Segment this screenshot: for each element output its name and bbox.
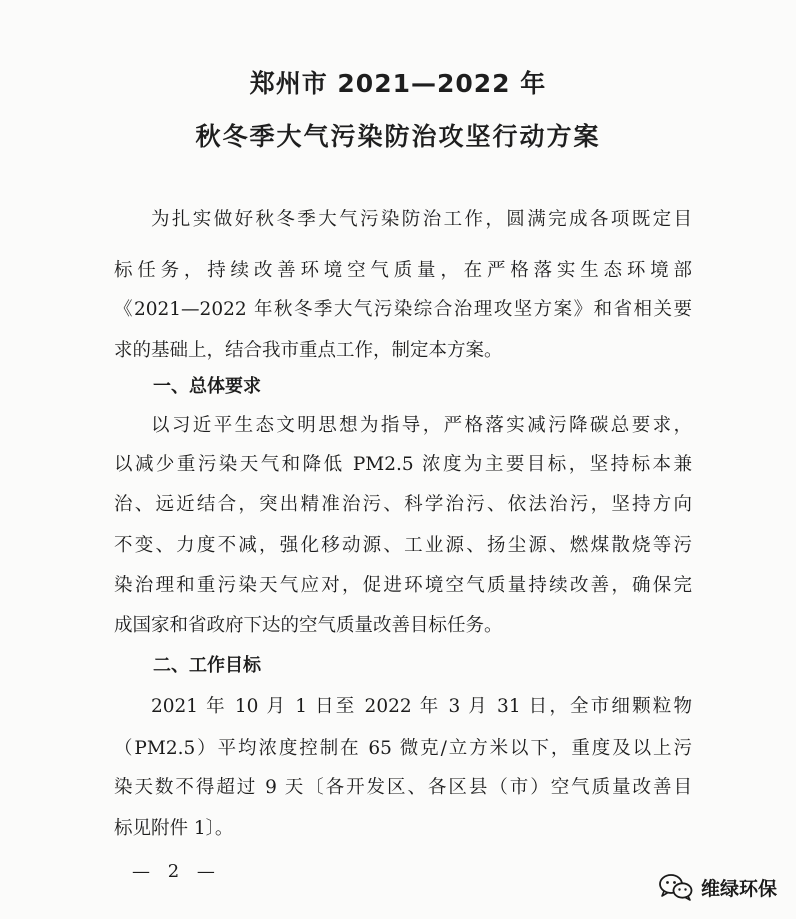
watermark-text: 维绿环保 xyxy=(701,877,778,900)
section2-line: 染天数不得超过 9 天〔各开发区、各区县（市）空气质量改善目 xyxy=(114,777,692,798)
intro-line: 为扎实做好秋冬季大气污染防治工作，圆满完成各项既定目 xyxy=(151,209,692,230)
section-heading-goals: 二、工作目标 xyxy=(153,655,261,676)
section2-line: 2021 年 10 月 1 日至 2022 年 3 月 31 日，全市细颗粒物 xyxy=(151,696,692,717)
section1-line: 以减少重污染天气和降低 PM2.5 浓度为主要目标，坚持标本兼 xyxy=(114,454,692,475)
section1-line: 以习近平生态文明思想为指导，严格落实减污降碳总要求， xyxy=(151,415,692,436)
section2-line: 标见附件 1〕。 xyxy=(114,818,234,839)
section1-line: 成国家和省政府下达的空气质量改善目标任务。 xyxy=(114,615,503,636)
intro-line: 《2021—2022 年秋冬季大气污染综合治理攻坚方案》和省相关要 xyxy=(114,299,692,320)
section1-line: 不变、力度不减，强化移动源、工业源、扬尘源、燃煤散烧等污 xyxy=(114,535,692,556)
document-title-line2: 秋冬季大气污染防治攻坚行动方案 xyxy=(195,122,601,151)
document-title-line1: 郑州市 2021—2022 年 xyxy=(249,69,547,98)
intro-line: 标任务，持续改善环境空气质量，在严格落实生态环境部 xyxy=(114,260,692,281)
section-heading-general: 一、总体要求 xyxy=(153,376,261,397)
section1-line: 染治理和重污染天气应对，促进环境空气质量持续改善，确保完 xyxy=(114,575,692,596)
page-number: — 2 — xyxy=(132,861,221,882)
section2-line: （PM2.5）平均浓度控制在 65 微克/立方米以下，重度及以上污 xyxy=(114,738,692,759)
intro-line: 求的基础上，结合我市重点工作，制定本方案。 xyxy=(114,340,503,361)
wechat-watermark xyxy=(657,872,777,902)
section1-line: 治、远近结合，突出精准治污、科学治污、依法治污，坚持方向 xyxy=(114,494,692,515)
wechat-icon xyxy=(657,872,695,902)
